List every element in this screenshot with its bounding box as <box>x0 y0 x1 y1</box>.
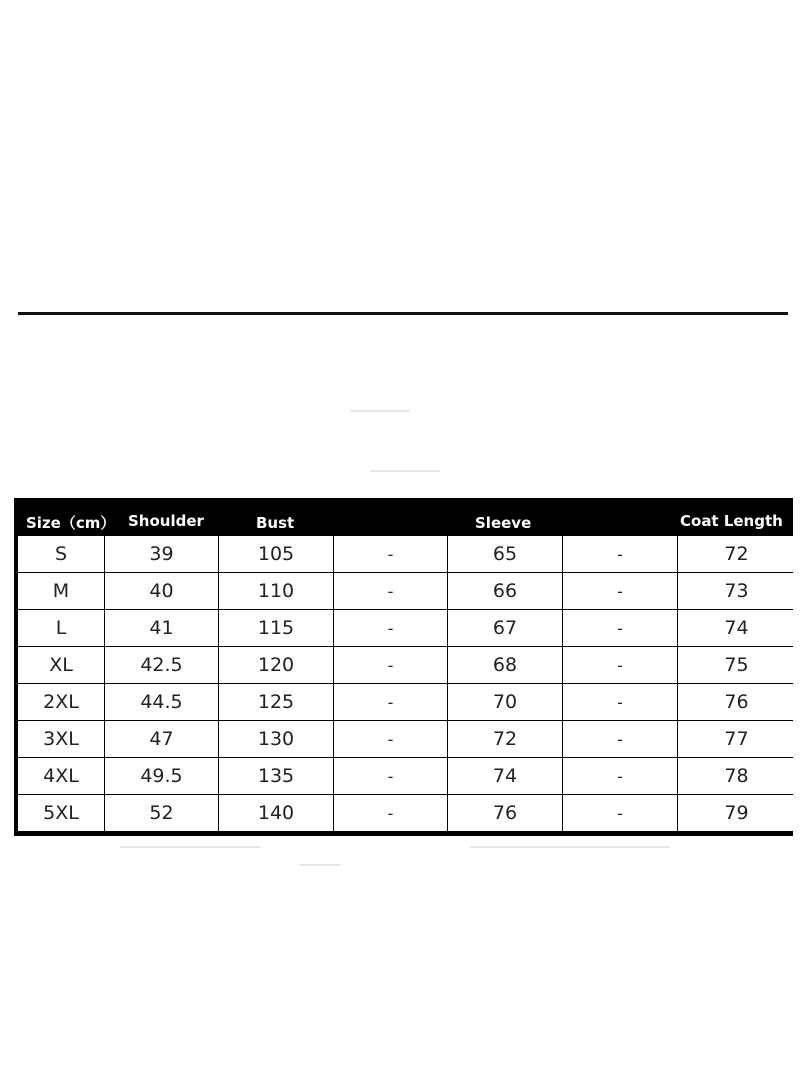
table-cell-size: S <box>18 536 104 572</box>
table-cell-sleeve: 68 <box>448 647 562 683</box>
table-cell-size: 4XL <box>18 758 104 794</box>
table-header-row <box>18 498 789 536</box>
faint-artifact <box>350 410 410 412</box>
table-cell-bust: 135 <box>219 758 333 794</box>
table-cell-blank-2: - <box>563 758 677 794</box>
table-cell-sleeve: 65 <box>448 536 562 572</box>
table-cell-coat-length: 76 <box>678 684 795 720</box>
header-sleeve: Sleeve <box>475 514 532 532</box>
table-cell-coat-length: 73 <box>678 573 795 609</box>
table-cell-coat-length: 78 <box>678 758 795 794</box>
table-cell-blank-2: - <box>563 573 677 609</box>
table-cell-bust: 130 <box>219 721 333 757</box>
table-cell-sleeve: 72 <box>448 721 562 757</box>
faint-artifact <box>470 846 670 848</box>
table-body <box>18 536 789 831</box>
table-cell-bust: 115 <box>219 610 333 646</box>
table-cell-coat-length: 74 <box>678 610 795 646</box>
table-cell-shoulder: 47 <box>105 721 218 757</box>
table-cell-shoulder: 42.5 <box>105 647 218 683</box>
faint-artifact <box>370 470 440 472</box>
header-size: Size（cm） <box>26 514 116 532</box>
header-shoulder: Shoulder <box>128 512 204 530</box>
table-cell-size: 2XL <box>18 684 104 720</box>
table-cell-blank-2: - <box>563 610 677 646</box>
table-cell-size: L <box>18 610 104 646</box>
table-cell-sleeve: 66 <box>448 573 562 609</box>
table-cell-blank-1: - <box>334 647 447 683</box>
table-cell-shoulder: 39 <box>105 536 218 572</box>
table-cell-blank-1: - <box>334 536 447 572</box>
table-cell-blank-2: - <box>563 536 677 572</box>
table-cell-shoulder: 52 <box>105 795 218 831</box>
table-cell-sleeve: 74 <box>448 758 562 794</box>
table-cell-blank-2: - <box>563 684 677 720</box>
horizontal-divider <box>18 312 788 315</box>
table-cell-coat-length: 72 <box>678 536 795 572</box>
table-cell-bust: 140 <box>219 795 333 831</box>
table-cell-size: XL <box>18 647 104 683</box>
table-cell-blank-1: - <box>334 684 447 720</box>
table-cell-shoulder: 41 <box>105 610 218 646</box>
size-chart-table <box>14 498 793 836</box>
table-cell-blank-1: - <box>334 758 447 794</box>
table-cell-bust: 125 <box>219 684 333 720</box>
table-cell-bust: 110 <box>219 573 333 609</box>
table-cell-sleeve: 67 <box>448 610 562 646</box>
table-cell-size: M <box>18 573 104 609</box>
table-cell-blank-1: - <box>334 721 447 757</box>
table-cell-sleeve: 70 <box>448 684 562 720</box>
table-cell-size: 3XL <box>18 721 104 757</box>
table-cell-blank-2: - <box>563 795 677 831</box>
table-cell-size: 5XL <box>18 795 104 831</box>
table-cell-blank-1: - <box>334 610 447 646</box>
table-cell-bust: 120 <box>219 647 333 683</box>
table-cell-sleeve: 76 <box>448 795 562 831</box>
header-bust: Bust <box>256 514 295 532</box>
table-cell-shoulder: 49.5 <box>105 758 218 794</box>
table-cell-shoulder: 40 <box>105 573 218 609</box>
header-coat-length: Coat Length <box>680 512 783 530</box>
table-cell-shoulder: 44.5 <box>105 684 218 720</box>
table-cell-blank-2: - <box>563 647 677 683</box>
table-cell-blank-1: - <box>334 573 447 609</box>
faint-artifact <box>300 864 340 866</box>
table-cell-bust: 105 <box>219 536 333 572</box>
table-cell-blank-1: - <box>334 795 447 831</box>
faint-artifact <box>120 846 260 848</box>
table-cell-blank-2: - <box>563 721 677 757</box>
table-cell-coat-length: 77 <box>678 721 795 757</box>
table-cell-coat-length: 75 <box>678 647 795 683</box>
table-cell-coat-length: 79 <box>678 795 795 831</box>
